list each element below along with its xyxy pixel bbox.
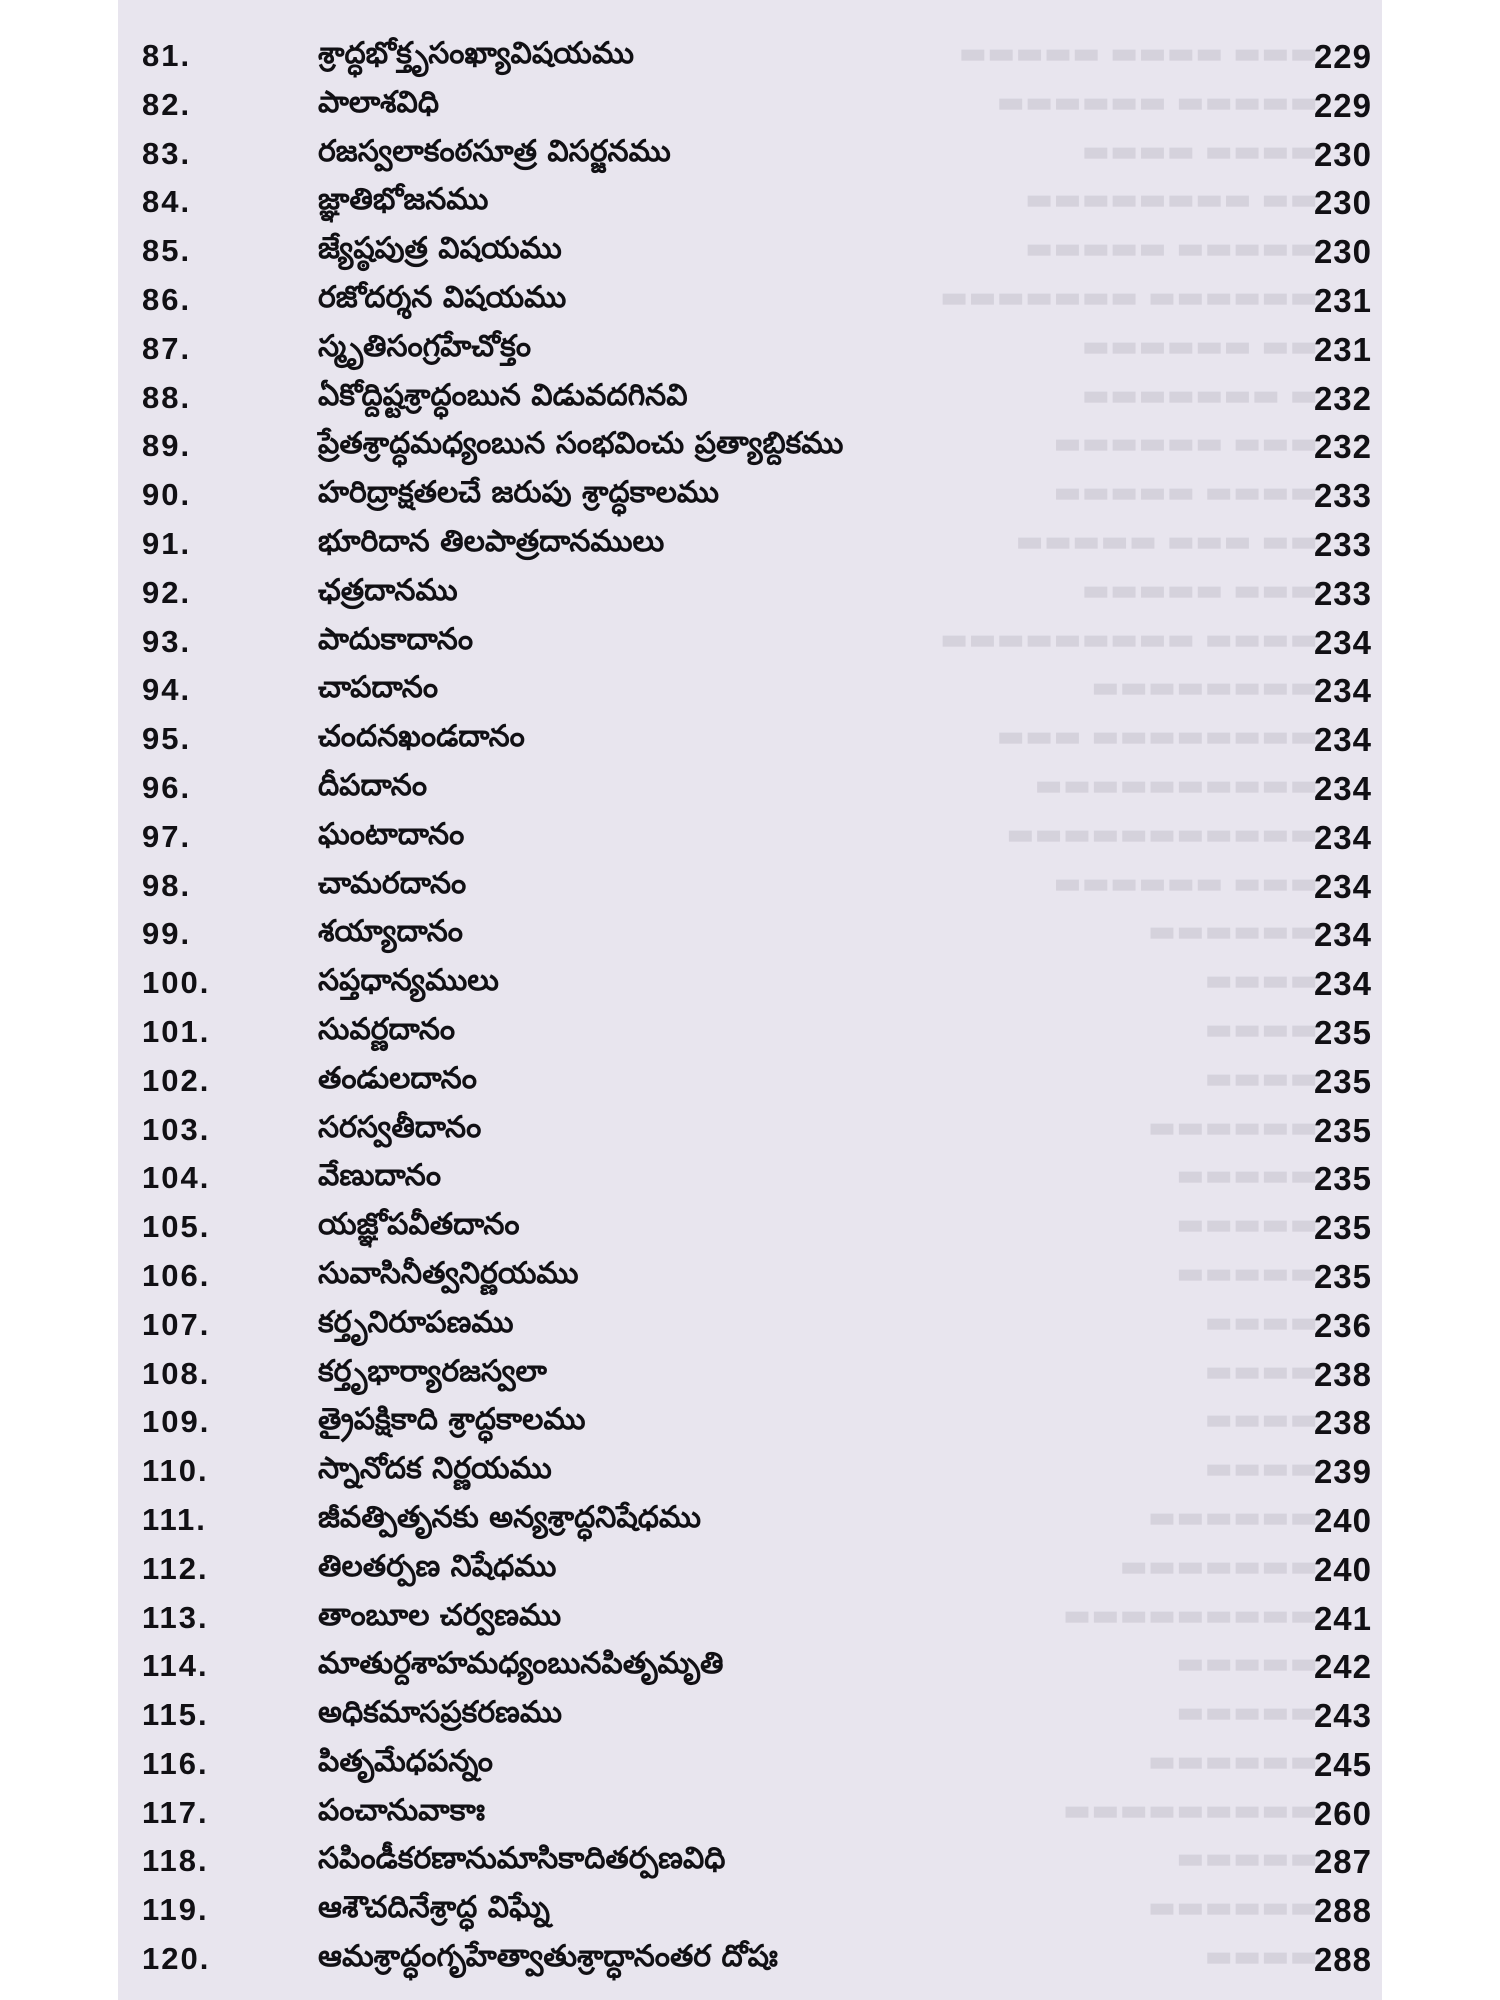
toc-entry xyxy=(118,1154,1382,1203)
entry-title: తిలతర్పణ నిషేధము xyxy=(318,1548,557,1584)
entry-number: 118. xyxy=(142,1843,209,1879)
entry-page-number: 234 xyxy=(1313,623,1372,661)
toc-entry xyxy=(118,130,1382,179)
entry-number: 111. xyxy=(142,1501,207,1537)
toc-entry xyxy=(118,422,1382,471)
entry-title: ఛత్రదానము xyxy=(318,572,458,608)
entry-page-number: 260 xyxy=(1313,1794,1372,1832)
entry-number: 106. xyxy=(142,1257,211,1293)
entry-title: అధికమాసప్రకరణము xyxy=(318,1695,563,1731)
entry-title: శ్రాద్ధభోక్తృసంఖ్యావిషయము xyxy=(318,36,634,71)
entry-title: సువర్ణదానం xyxy=(318,1011,456,1047)
entry-number: 105. xyxy=(142,1209,211,1245)
entry-page-number: 234 xyxy=(1313,721,1372,759)
toc-entry xyxy=(118,32,1382,81)
entry-page-number: 231 xyxy=(1313,330,1372,368)
entry-page-number: 236 xyxy=(1313,1306,1372,1344)
entry-page-number: 229 xyxy=(1313,38,1372,75)
entry-page-number: 234 xyxy=(1313,769,1372,807)
entry-page-number: 240 xyxy=(1313,1501,1372,1539)
entry-title: మాతుర్దశాహమధ్యంబునపితృమృతి xyxy=(318,1646,724,1682)
toc-entry xyxy=(118,862,1382,911)
entry-number: 103. xyxy=(142,1111,211,1147)
entry-page-number: 235 xyxy=(1313,1257,1372,1295)
toc-entry xyxy=(118,1740,1382,1789)
entry-title: దీపదానం xyxy=(318,767,428,803)
entry-page-number: 230 xyxy=(1313,233,1372,271)
entry-number: 84. xyxy=(142,184,192,220)
entry-title: యజ్ఞోపవీతదానం xyxy=(318,1207,520,1243)
entry-number: 112. xyxy=(142,1550,209,1586)
entry-page-number: 234 xyxy=(1313,672,1372,710)
entry-page-number: 243 xyxy=(1313,1697,1372,1735)
entry-number: 94. xyxy=(142,672,192,708)
toc-entry xyxy=(118,1496,1382,1545)
toc-entry xyxy=(118,471,1382,520)
entry-title: తండులదానం xyxy=(318,1060,477,1096)
toc-entry xyxy=(118,1447,1382,1496)
entry-number: 90. xyxy=(142,477,192,513)
entry-page-number: 233 xyxy=(1313,574,1372,612)
entry-number: 102. xyxy=(142,1062,211,1098)
entry-number: 109. xyxy=(142,1404,211,1440)
entry-page-number: 288 xyxy=(1313,1892,1372,1930)
entry-title: చందనఖండదానం xyxy=(318,719,525,755)
entry-title: సరస్వతీదానం xyxy=(318,1109,482,1145)
entry-page-number: 245 xyxy=(1313,1745,1372,1783)
entry-number: 110. xyxy=(142,1453,209,1489)
entry-title: చాపదానం xyxy=(318,670,439,706)
entry-page-number: 234 xyxy=(1313,867,1372,905)
entry-number: 93. xyxy=(142,623,192,659)
entry-number: 104. xyxy=(142,1160,211,1196)
entry-title: కర్తృనిరూపణము xyxy=(318,1304,514,1340)
entry-page-number: 238 xyxy=(1313,1355,1372,1393)
toc-entry xyxy=(118,1935,1382,1984)
entry-page-number: 230 xyxy=(1313,184,1372,222)
toc-entry xyxy=(118,178,1382,227)
entry-page-number: 232 xyxy=(1313,428,1372,466)
entry-page-number: 241 xyxy=(1313,1599,1372,1637)
entry-title: పితృమేధపన్నం xyxy=(318,1743,494,1779)
entry-page-number: 234 xyxy=(1313,818,1372,856)
entry-number: 91. xyxy=(142,525,192,561)
toc-entry xyxy=(118,715,1382,764)
toc-entry xyxy=(118,1301,1382,1350)
entry-number: 101. xyxy=(142,1013,211,1049)
entry-number: 100. xyxy=(142,965,211,1001)
toc-entry xyxy=(118,1545,1382,1594)
entry-page-number: 233 xyxy=(1313,477,1372,515)
entry-number: 119. xyxy=(142,1892,209,1928)
entry-page-number: 288 xyxy=(1313,1941,1372,1979)
entry-number: 98. xyxy=(142,867,192,903)
toc-entry xyxy=(118,569,1382,618)
toc-entry xyxy=(118,1350,1382,1399)
toc-entry xyxy=(118,1106,1382,1155)
toc-entry xyxy=(118,81,1382,130)
entry-title: ఘంటాదానం xyxy=(318,816,465,852)
entry-title: హరిద్రాక్షతలచే జరుపు శ్రాద్ధకాలము xyxy=(318,475,720,511)
toc-entry xyxy=(118,1837,1382,1886)
entry-page-number: 234 xyxy=(1313,965,1372,1003)
entry-page-number: 233 xyxy=(1313,525,1372,563)
entry-page-number: 235 xyxy=(1313,1160,1372,1198)
entry-page-number: 229 xyxy=(1313,86,1372,124)
toc-entry xyxy=(118,520,1382,569)
entry-number: 86. xyxy=(142,281,192,317)
toc-entry xyxy=(118,1886,1382,1935)
entry-number: 120. xyxy=(142,1941,211,1977)
toc-entry xyxy=(118,666,1382,715)
toc-entry xyxy=(118,959,1382,1008)
entry-title: ఆమశ్రాద్ధంగృహేత్వాతుశ్రాద్ధానంతర దోషః xyxy=(318,1939,778,1975)
entry-title: చామరదానం xyxy=(318,865,467,901)
toc-entry xyxy=(118,1691,1382,1740)
entry-page-number: 242 xyxy=(1313,1648,1372,1686)
entry-page-number: 238 xyxy=(1313,1404,1372,1442)
entry-title: జ్ఞాతిభోజనము xyxy=(318,182,489,218)
entry-title: పంచానువాకాః xyxy=(318,1792,485,1828)
table-of-contents xyxy=(118,32,1382,1984)
toc-entry xyxy=(118,618,1382,667)
entry-title: భూరిదాన తిలపాత్రదానములు xyxy=(318,523,665,559)
entry-title: జీవత్పితృనకు అన్యశ్రాద్ధనిషేధము xyxy=(318,1499,702,1535)
entry-number: 114. xyxy=(142,1648,209,1684)
entry-number: 117. xyxy=(142,1794,209,1830)
entry-title: పాదుకాదానం xyxy=(318,621,474,657)
entry-page-number: 231 xyxy=(1313,281,1372,319)
entry-title: శయ్యాదానం xyxy=(318,914,463,950)
toc-entry xyxy=(118,813,1382,862)
entry-number: 115. xyxy=(142,1697,209,1733)
entry-page-number: 232 xyxy=(1313,379,1372,417)
toc-entry xyxy=(118,1057,1382,1106)
entry-number: 82. xyxy=(142,86,192,122)
entry-number: 87. xyxy=(142,330,192,366)
entry-title: సప్తధాన్యములు xyxy=(318,963,499,999)
entry-page-number: 240 xyxy=(1313,1550,1372,1588)
entry-page-number: 230 xyxy=(1313,135,1372,173)
entry-title: కర్తృభార్యారజస్వలా xyxy=(318,1353,547,1389)
reverse-side-bleed-through: ▬▬▬▬▬ ▬▬▬▬ ▬▬▬ ▬▬▬▬▬▬ ▬▬▬▬▬ ▬▬▬▬ ▬▬▬▬ ▬▬▬▬▬▬▬▬ ▬▬ ▬▬▬▬▬ ▬▬▬▬▬ ▬▬▬▬▬▬▬ ▬▬▬▬▬▬ ▬▬▬▬▬▬ ▬▬ ▬▬▬▬▬▬▬ ▬ ▬▬▬▬▬▬ ▬▬▬ ▬▬▬▬▬ ▬▬▬▬ ▬▬▬▬▬ ▬▬▬ ▬▬ ▬▬▬▬▬ ▬▬▬ ▬▬▬▬▬▬▬▬▬ ▬▬▬▬ ▬▬▬▬▬▬▬▬ ▬▬▬ ▬▬▬▬▬▬▬▬ ▬▬▬▬▬▬▬▬▬▬ ▬▬▬▬▬▬▬▬▬▬▬ ▬▬▬▬▬▬ ▬▬▬ ▬▬▬▬▬▬ ▬▬▬▬ ▬▬▬▬ ▬▬▬▬ ▬▬▬▬▬▬ ▬▬▬▬▬ ▬▬▬▬▬ ▬▬▬▬▬ ▬▬▬▬ ▬▬▬▬ ▬▬▬▬ ▬▬▬▬ ▬▬▬▬▬▬ ▬▬▬▬▬▬▬ ▬▬▬▬▬▬▬▬▬ ▬▬▬▬▬ ▬▬▬▬▬ ▬▬▬▬▬▬ ▬▬▬▬▬▬▬▬▬ ▬▬▬▬▬ ▬▬▬▬▬▬ ▬▬▬▬ xyxy=(939,36,1318,1975)
entry-title: ఏకోద్దిష్టశ్రాద్ధంబున విడువదగినవి xyxy=(318,377,688,413)
entry-number: 116. xyxy=(142,1745,209,1781)
toc-entry xyxy=(118,1252,1382,1301)
entry-number: 107. xyxy=(142,1306,211,1342)
entry-title: ప్రేతశ్రాద్ధమధ్యంబున సంభవించు ప్రత్యాబ్దికము xyxy=(318,426,844,462)
entry-title: సువాసినీత్వనిర్ణయము xyxy=(318,1255,579,1291)
entry-title: వేణుదానం xyxy=(318,1158,442,1194)
entry-number: 83. xyxy=(142,135,192,171)
entry-number: 97. xyxy=(142,818,192,854)
toc-entry xyxy=(118,1008,1382,1057)
entry-title: రజోదర్శన విషయము xyxy=(318,279,567,315)
entry-number: 113. xyxy=(142,1599,209,1635)
entry-page-number: 235 xyxy=(1313,1111,1372,1149)
toc-entry xyxy=(118,1398,1382,1447)
entry-page-number: 239 xyxy=(1313,1453,1372,1491)
toc-entry xyxy=(118,1594,1382,1643)
entry-title: స్మృతిసంగ్రహేచోక్తం xyxy=(318,328,532,364)
entry-number: 92. xyxy=(142,574,192,610)
entry-number: 88. xyxy=(142,379,192,415)
toc-entry xyxy=(118,374,1382,423)
entry-page-number: 235 xyxy=(1313,1209,1372,1247)
entry-number: 85. xyxy=(142,233,192,269)
entry-title: సపిండీకరణానుమాసికాదితర్పణవిధి xyxy=(318,1841,726,1877)
entry-number: 81. xyxy=(142,38,192,73)
entry-title: స్నానోదక నిర్ణయము xyxy=(318,1451,552,1487)
book-page xyxy=(118,0,1382,2000)
entry-title: జ్యేష్ఠపుత్ర విషయము xyxy=(318,231,562,267)
entry-page-number: 287 xyxy=(1313,1843,1372,1881)
entry-title: పాలాశవిధి xyxy=(318,84,440,120)
entry-title: రజస్వలాకంఠసూత్ర విసర్జనము xyxy=(318,133,671,169)
toc-entry xyxy=(118,1642,1382,1691)
toc-entry xyxy=(118,276,1382,325)
entry-number: 95. xyxy=(142,721,192,757)
toc-entry xyxy=(118,1203,1382,1252)
entry-title: త్రైపక్షికాది శ్రాద్ధకాలము xyxy=(318,1402,586,1438)
entry-page-number: 234 xyxy=(1313,916,1372,954)
entry-page-number: 235 xyxy=(1313,1062,1372,1100)
toc-entry xyxy=(118,1789,1382,1838)
toc-entry xyxy=(118,227,1382,276)
entry-number: 99. xyxy=(142,916,192,952)
entry-page-number: 235 xyxy=(1313,1013,1372,1051)
entry-number: 108. xyxy=(142,1355,211,1391)
entry-title: తాంబూల చర్వణము xyxy=(318,1597,562,1633)
entry-number: 96. xyxy=(142,769,192,805)
toc-entry xyxy=(118,910,1382,959)
entry-number: 89. xyxy=(142,428,192,464)
toc-entry xyxy=(118,764,1382,813)
entry-title: ఆశౌచదినేశ్రాద్ధ విఘ్నే xyxy=(318,1890,550,1926)
toc-entry xyxy=(118,325,1382,374)
